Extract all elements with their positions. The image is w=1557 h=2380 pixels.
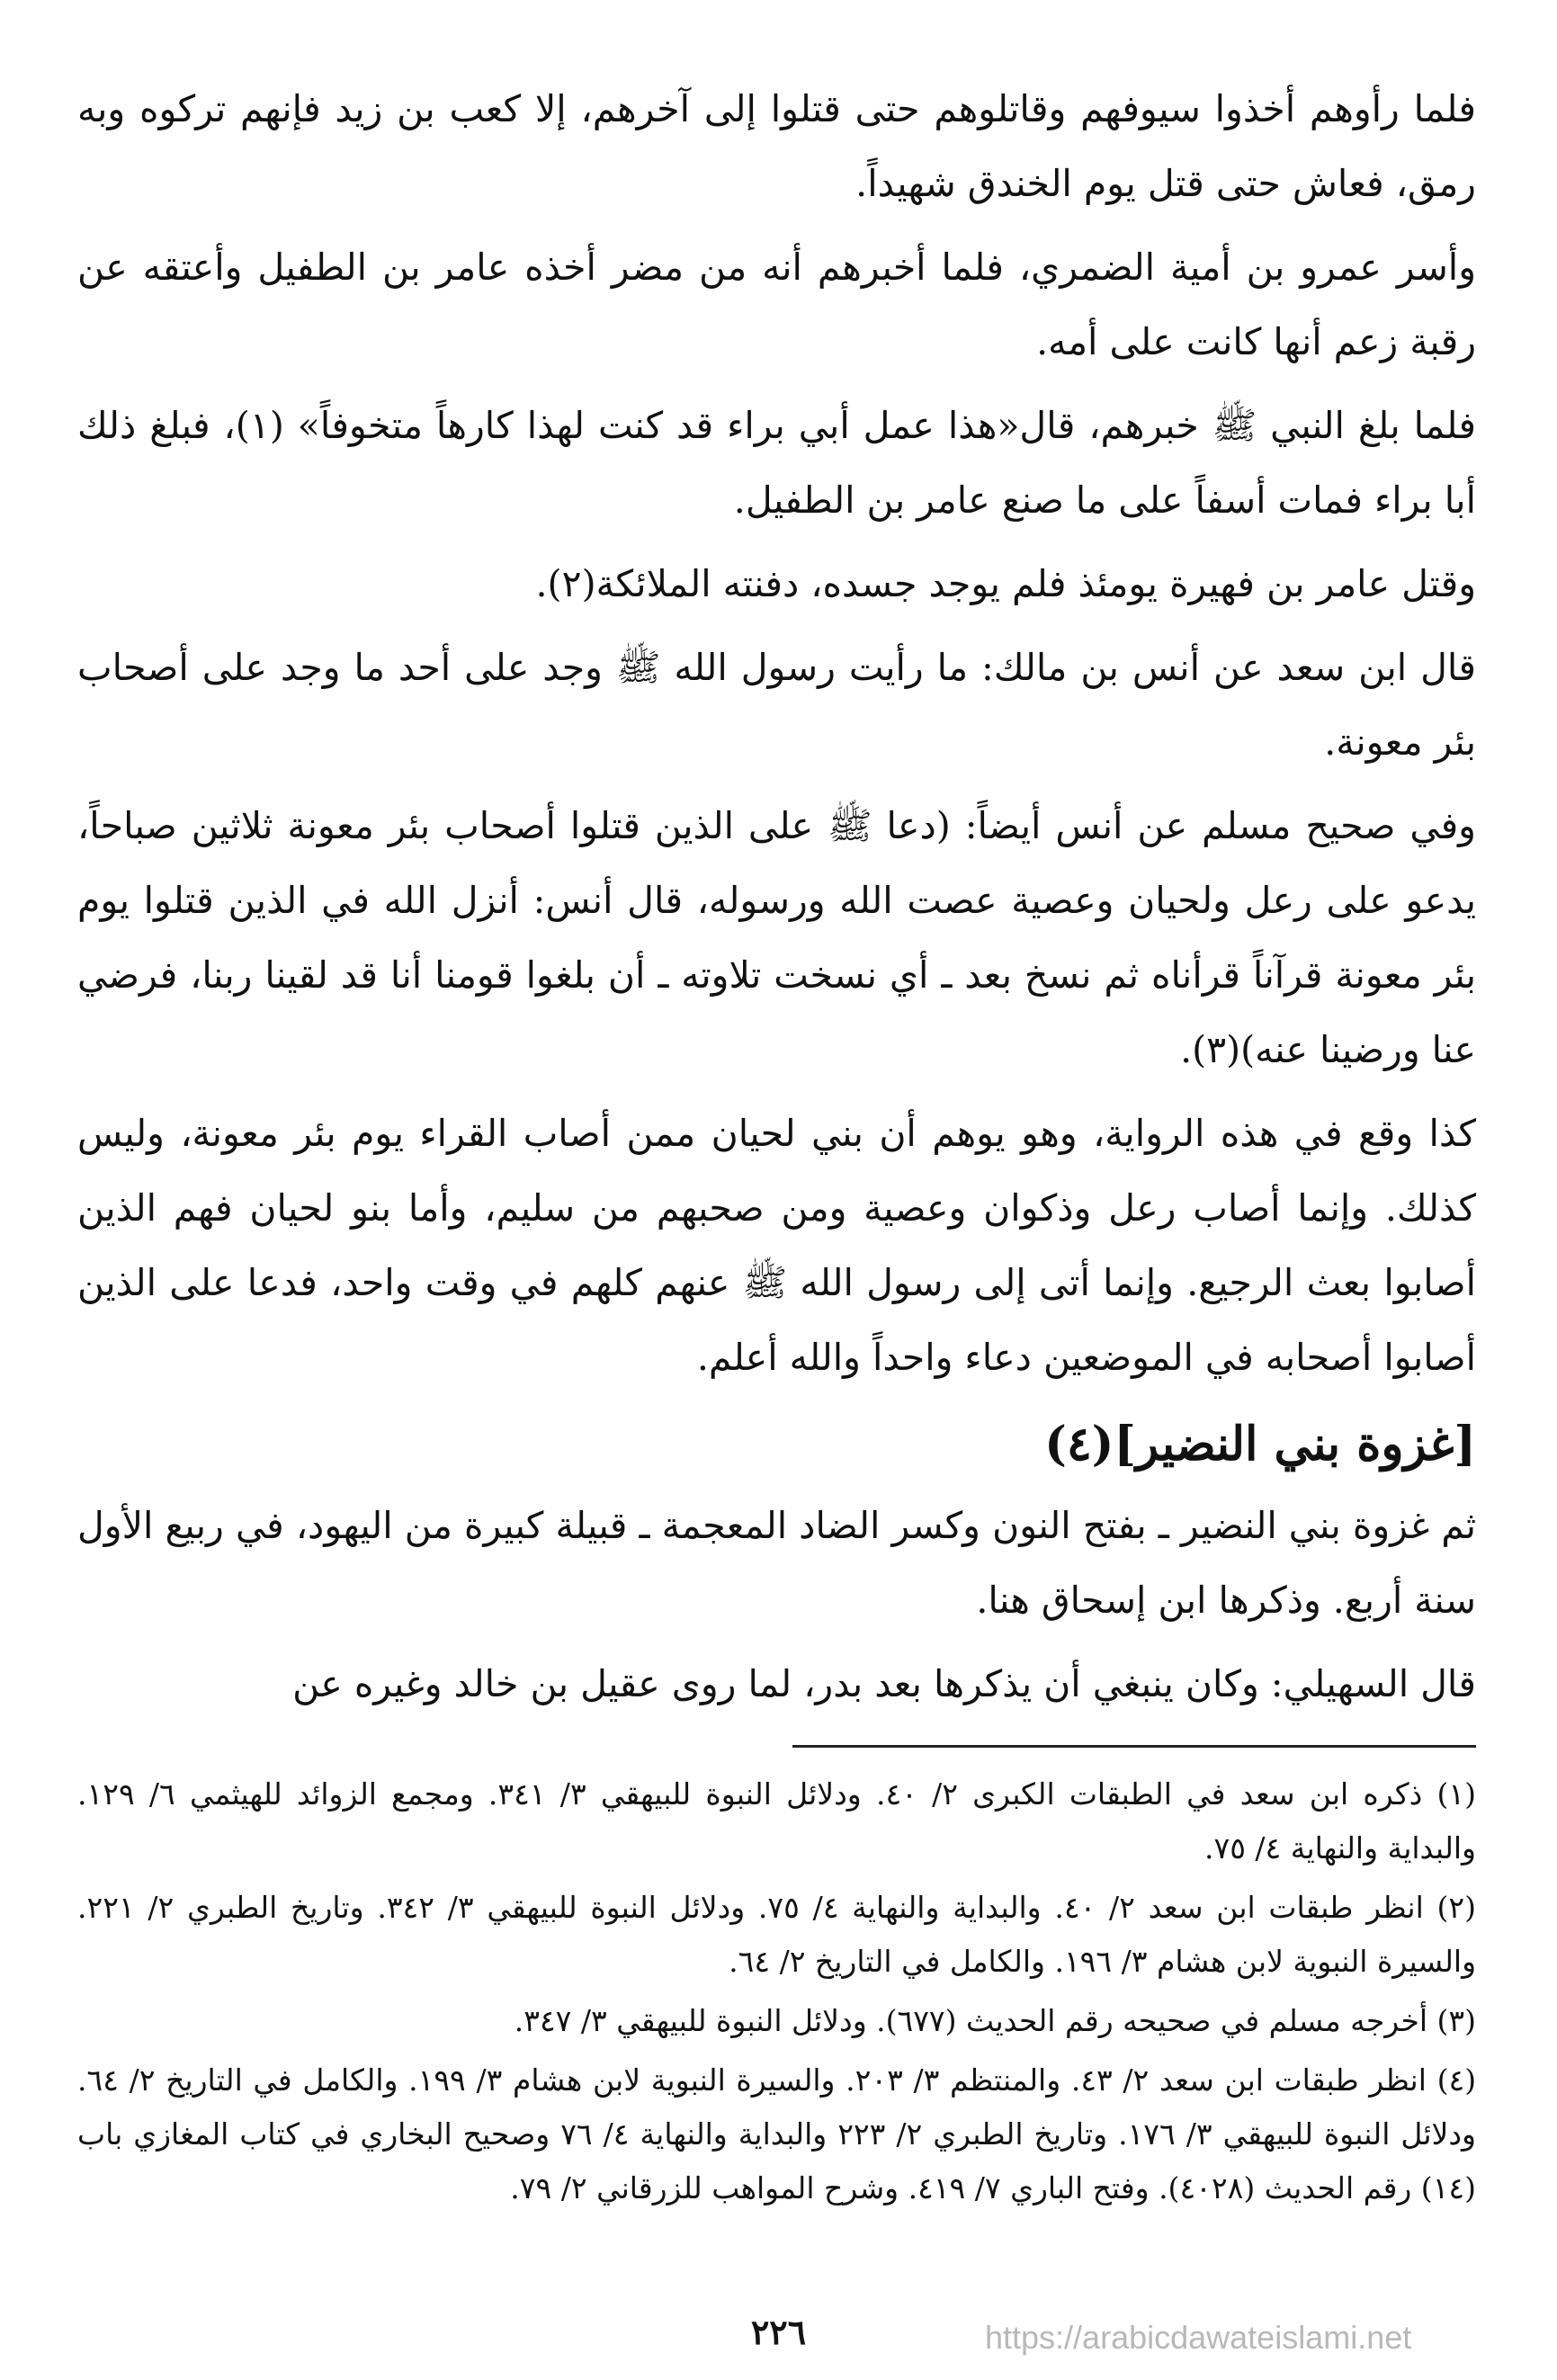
- footnote-2: (٢) انظر طبقات ابن سعد ٢/ ٤٠. والبداية والنهاية ٤/ ٧٥. ودلائل النبوة للبيهقي ٣/ ٣٤٢. وتاريخ الطبري ٢/ ٢٢١. والسيرة النبوية لابن هشام ٣/ ١٩٦. والكامل في التاريخ ٢/ ٦٤.: [77, 1890, 1476, 1979]
- paragraph-3: فلما بلغ النبي ﷺ خبرهم، قال«هذا عمل أبي براء قد كنت لهذا كارهاً متخوفاً» (١)، فبلغ ذلك أبا براء فمات أسفاً على ما صنع عامر بن الطفيل.: [77, 404, 1476, 522]
- paragraph-6: وفي صحيح مسلم عن أنس أيضاً: (دعا ﷺ على الذين قتلوا أصحاب بئر معونة ثلاثين صباحاً، يدعو على رعل ولحيان وعصية عصت الله ورسوله، قال أنس: أنزل الله في الذين قتلوا يوم بئر معونة قرآناً قرأناه ثم نسخ بعد ـ أي نسخت تلاوته ـ أن بلغوا قومنا أنا قد لقينا ربنا، فرضي عنا ورضينا عنه)(٣).: [77, 804, 1476, 1071]
- paragraph-2: وأسر عمرو بن أمية الضمري، فلما أخبرهم أنه من مضر أخذه عامر بن الطفيل وأعتقه عن رقبة زعم أنها كانت على أمه.: [77, 246, 1476, 363]
- footnote-divider: [792, 1745, 1476, 1748]
- paragraph-5: قال ابن سعد عن أنس بن مالك: ما رأيت رسول الله ﷺ وجد على أحد ما وجد على أصحاب بئر معونة.: [77, 646, 1476, 764]
- paragraph-4: وقتل عامر بن فهيرة يومئذ فلم يوجد جسده، دفنته الملائكة(٢).: [535, 562, 1476, 605]
- paragraph-7: كذا وقع في هذه الرواية، وهو يوهم أن بني لحيان ممن أصاب القراء يوم بئر معونة، وليس كذلك. وإنما أصاب رعل وذكوان وعصية ومن صحبهم من سليم، وأما بنو لحيان فهم الذين أصابوا بعث الرجيع. وإنما أتى إلى رسول الله ﷺ عنهم كلهم في وقت واحد، فدعا على الذين أصابوا أصحابه في الموضعين دعاء واحداً والله أعلم.: [77, 1112, 1476, 1379]
- paragraph-1: فلما رأوهم أخذوا سيوفهم وقاتلوهم حتى قتلوا إلى آخرهم، إلا كعب بن زيد فإنهم تركوه وبه رمق، فعاش حتى قتل يوم الخندق شهيداً.: [77, 87, 1476, 205]
- paragraph-9: قال السهيلي: وكان ينبغي أن يذكرها بعد بدر، لما روى عقيل بن خالد وغيره عن: [292, 1662, 1476, 1705]
- book-page: [77, 72, 1476, 2221]
- footnote-1: (١) ذكره ابن سعد في الطبقات الكبرى ٢/ ٤٠. ودلائل النبوة للبيهقي ٣/ ٣٤١. ومجمع الزوائد للهيثمي ٦/ ١٢٩. والبداية والنهاية ٤/ ٧٥.: [77, 1776, 1477, 1866]
- footnote-3: (٣) أخرجه مسلم في صحيحه رقم الحديث (٦٧٧). ودلائل النبوة للبيهقي ٣/ ٣٤٧.: [514, 2003, 1476, 2038]
- watermark: https://arabicdawateislami.net: [985, 2319, 1412, 2356]
- page-number: ٢٢٦: [750, 2312, 807, 2352]
- footnotes: [77, 1767, 1476, 2215]
- section-heading: [غزوة بني النضير](٤): [1044, 1417, 1476, 1472]
- footnote-4: (٤) انظر طبقات ابن سعد ٢/ ٤٣. والمنتظم ٣/ ٢٠٣. والسيرة النبوية لابن هشام ٣/ ١٩٩. والكامل في التاريخ ٢/ ٦٤. ودلائل النبوة للبيهقي ٣/ ١٧٦. وتاريخ الطبري ٢/ ٢٢٣ والبداية والنهاية ٤/ ٧٦ وصحيح البخاري في كتاب المغازي باب (١٤) رقم الحديث (٤٠٢٨). وفتح الباري ٧/ ٤١٩. وشرح المواهب للزرقاني ٢/ ٧٩.: [77, 2062, 1477, 2206]
- paragraph-8: ثم غزوة بني النضير ـ بفتح النون وكسر الضاد المعجمة ـ قبيلة كبيرة من اليهود، في ربيع الأول سنة أربع. وذكرها ابن إسحاق هنا.: [77, 1504, 1476, 1622]
